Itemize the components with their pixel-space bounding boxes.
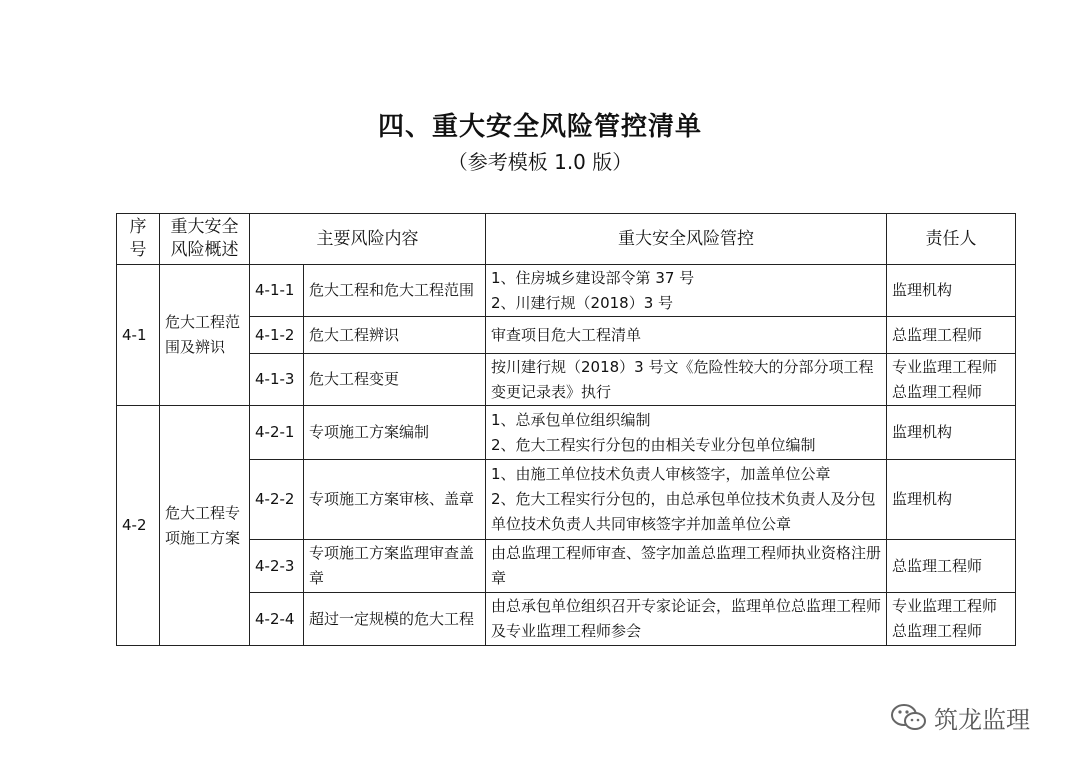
row-control: 1、住房城乡建设部令第 37 号 2、川建行规（2018）3 号 — [486, 265, 887, 317]
row-owner: 专业监理工程师 总监理工程师 — [887, 354, 1016, 406]
row-content: 专项施工方案监理审查盖章 — [304, 540, 486, 593]
row-content: 专项施工方案审核、盖章 — [304, 460, 486, 540]
row-owner: 专业监理工程师 总监理工程师 — [887, 593, 1016, 646]
table-row — [117, 460, 1016, 540]
row-content: 专项施工方案编制 — [304, 406, 486, 460]
row-owner: 监理机构 — [887, 265, 1016, 317]
group-summary: 危大工程范围及辨识 — [160, 265, 250, 406]
row-owner: 总监理工程师 — [887, 317, 1016, 354]
row-owner: 监理机构 — [887, 406, 1016, 460]
header-control: 重大安全风险管控 — [486, 214, 887, 265]
row-owner: 总监理工程师 — [887, 540, 1016, 593]
row-id: 4-2-4 — [250, 593, 304, 646]
table-row — [117, 317, 1016, 354]
table-row — [117, 354, 1016, 406]
header-summary: 重大安全 风险概述 — [160, 214, 250, 265]
row-control: 按川建行规（2018）3 号文《危险性较大的分部分项工程变更记录表》执行 — [486, 354, 887, 406]
table-row — [117, 593, 1016, 646]
watermark-text: 筑龙监理 — [934, 706, 1030, 734]
row-id: 4-1-2 — [250, 317, 304, 354]
table-header-row — [117, 214, 1016, 265]
header-no: 序 号 — [117, 214, 160, 265]
table-row — [117, 540, 1016, 593]
row-id: 4-2-1 — [250, 406, 304, 460]
row-owner: 监理机构 — [887, 460, 1016, 540]
row-control: 1、总承包单位组织编制 2、危大工程实行分包的由相关专业分包单位编制 — [486, 406, 887, 460]
header-owner: 责任人 — [887, 214, 1016, 265]
row-content: 危大工程辨识 — [304, 317, 486, 354]
row-control: 1、由施工单位技术负责人审核签字，加盖单位公章 2、危大工程实行分包的，由总承包单位技术负责人及分包单位技术负责人共同审核签字并加盖单位公章 — [486, 460, 887, 540]
row-content: 超过一定规模的危大工程 — [304, 593, 486, 646]
risk-control-table — [116, 213, 1016, 646]
document-subtitle: （参考模板 1.0 版） — [447, 150, 633, 174]
row-content: 危大工程和危大工程范围 — [304, 265, 486, 317]
group-summary: 危大工程专项施工方案 — [160, 406, 250, 646]
row-id: 4-1-1 — [250, 265, 304, 317]
group-no: 4-2 — [117, 406, 160, 646]
table-row — [117, 406, 1016, 460]
header-content: 主要风险内容 — [250, 214, 486, 265]
row-id: 4-2-2 — [250, 460, 304, 540]
row-control: 审查项目危大工程清单 — [486, 317, 887, 354]
document-title: 四、重大安全风险管控清单 — [377, 112, 702, 142]
row-control: 由总监理工程师审查、签字加盖总监理工程师执业资格注册章 — [486, 540, 887, 593]
wechat-icon — [890, 702, 928, 734]
row-content: 危大工程变更 — [304, 354, 486, 406]
row-id: 4-1-3 — [250, 354, 304, 406]
row-id: 4-2-3 — [250, 540, 304, 593]
watermark — [890, 700, 1030, 735]
group-no: 4-1 — [117, 265, 160, 406]
row-control: 由总承包单位组织召开专家论证会，监理单位总监理工程师及专业监理工程师参会 — [486, 593, 887, 646]
table-row — [117, 265, 1016, 317]
